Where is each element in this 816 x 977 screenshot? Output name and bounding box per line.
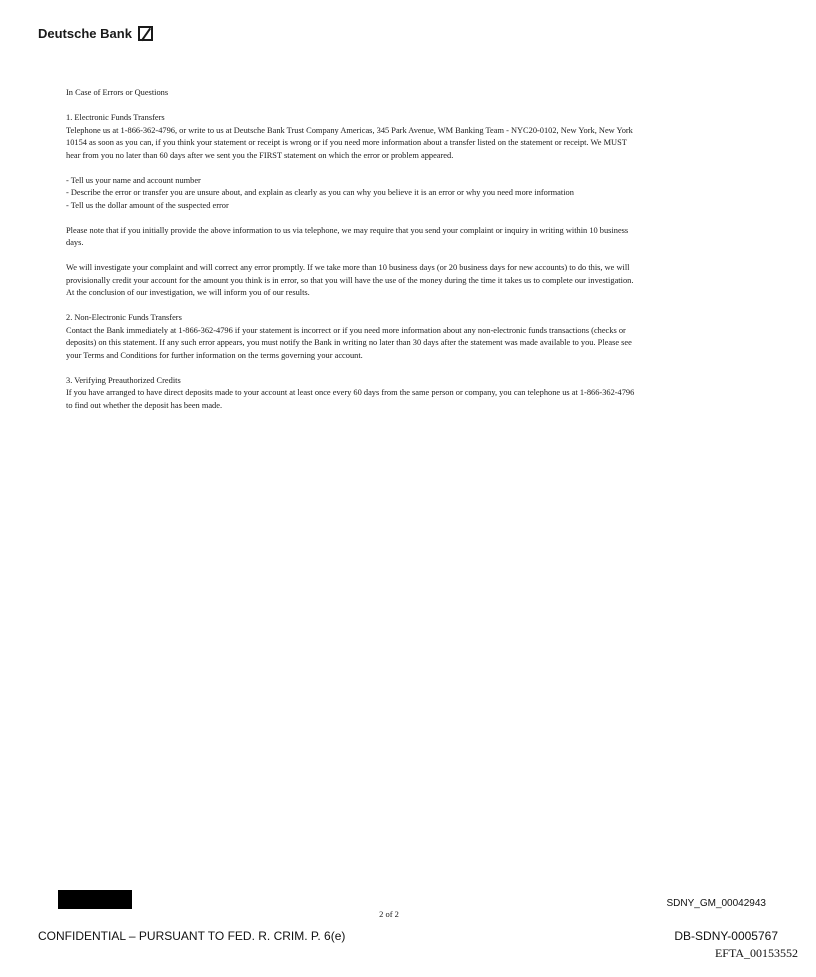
section-3-body: If you have arranged to have direct deposits made to your account at least once every 60 days from the same person or company, you can telephone us at 1-866-362-4796 to find out whether the deposit has been made. <box>66 388 635 410</box>
section-1-heading: 1. Electronic Funds Transfers <box>66 113 165 122</box>
redaction-box <box>58 890 132 909</box>
section-1-body: Telephone us at 1-866-362-4796, or write to us at Deutsche Bank Trust Company Americas, 345 Park Avenue, WM Banking Team - NYC20-0102, New York, New York 10154 as soon as you can, if you think your statement or receipt is wrong or if you need more information about a transfer listed on the statement or receipt. We MUST hear from you no later than 60 days after we sent you the FIRST statement on which the error or problem appeared. <box>66 125 633 160</box>
confidentiality-notice: CONFIDENTIAL – PURSUANT TO FED. R. CRIM. P. 6(e) <box>38 929 346 943</box>
section-3-block <box>66 375 642 413</box>
letter-title: In Case of Errors or Questions <box>66 88 169 97</box>
telephone-note: Please note that if you initially provide the above information to us via telephone, we may require that you send your complaint or inquiry in writing within 10 business days. <box>66 225 629 247</box>
page-number: 2 of 2 <box>379 909 399 919</box>
investigation-paragraph: We will investigate your complaint and will correct any error promptly. If we take more than 10 business days (or 20 business days for new accounts) to do this, we will provisionally credit your account for the amount you think is in error, so that you will have the use of the money during the time it takes us to complete our investigation. At the conclusion of our investigation, we will inform you of our results. <box>66 263 634 297</box>
section-2-body: Contact the Bank immediately at 1-866-362-4796 if your statement is incorrect or if you need more information about any non-electronic funds transactions (checks or deposits) on this statement. If any such error appears, you must notify the Bank in writing no later than 30 days after the statement was made available to you. Please see your Terms and Conditions for further information on the terms governing your account. <box>66 325 632 360</box>
brand-name: Deutsche Bank <box>38 26 132 41</box>
deutsche-bank-slash-logo-icon <box>138 26 153 41</box>
section-1-block <box>66 112 642 162</box>
error-disclosure-letter <box>66 87 642 425</box>
requirements-list: - Tell us your name and account number - Describe the error or transfer you are unsure about, and explain as clearly as you can why you believe it is an error or why you need more information - Tell us the dollar amount of the suspected error <box>66 175 574 210</box>
section-3-heading: 3. Verifying Preauthorized Credits <box>66 375 181 385</box>
efta-bates-stamp: EFTA_00153552 <box>714 946 798 960</box>
sdny-bates-stamp: SDNY_GM_00042943 <box>666 898 766 909</box>
db-bates-stamp: DB-SDNY-0005767 <box>674 929 778 943</box>
section-2-block <box>66 312 642 362</box>
section-2-heading: 2. Non-Electronic Funds Transfers <box>66 313 182 322</box>
bank-logo <box>38 26 153 41</box>
